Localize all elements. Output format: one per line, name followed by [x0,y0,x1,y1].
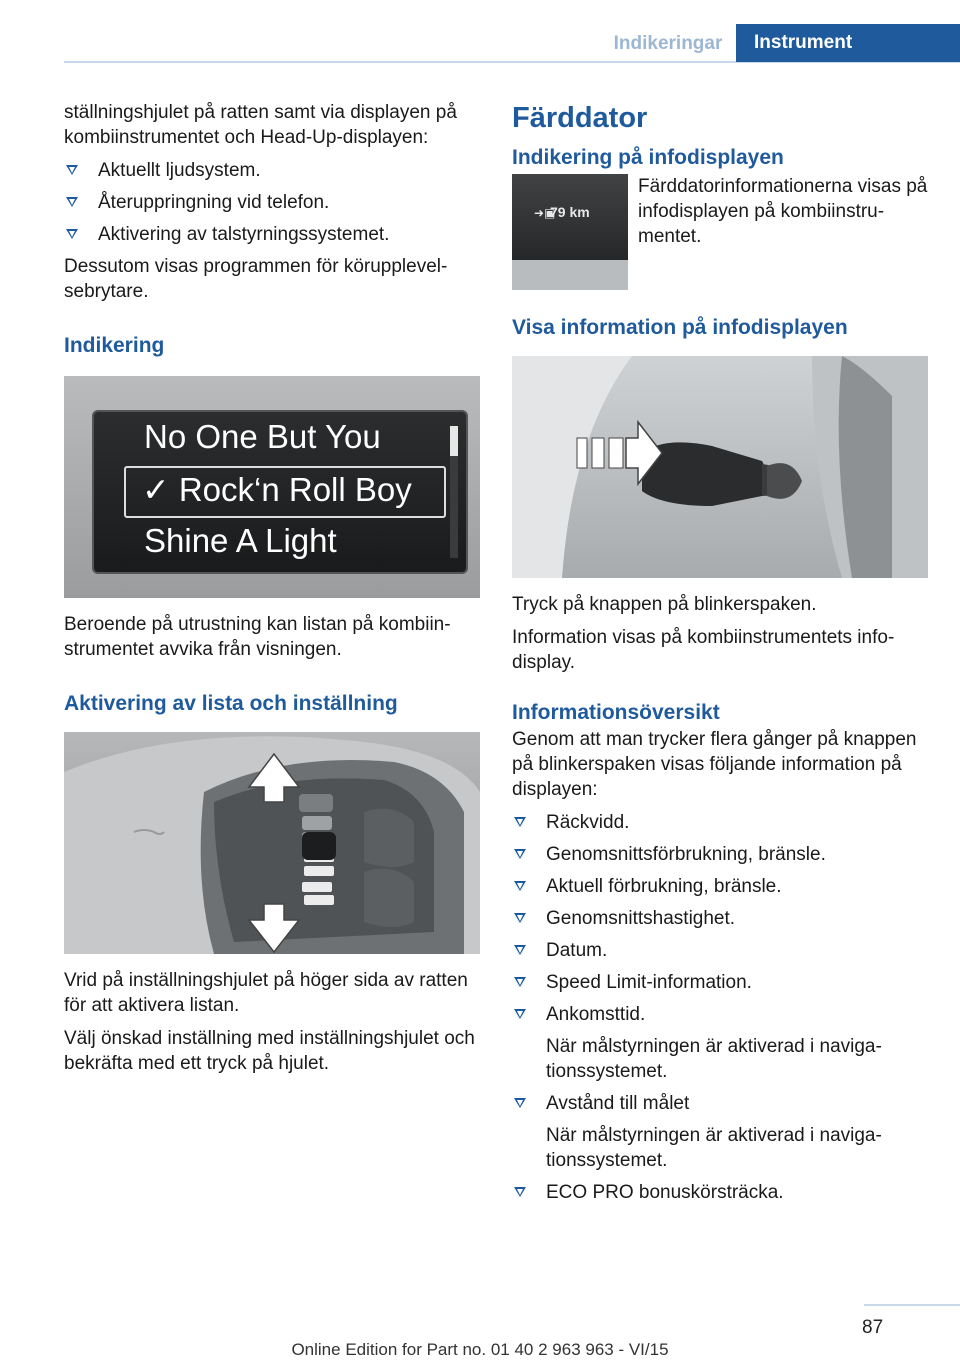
bullet-triangle-icon [514,881,526,891]
heading-farddator: Färddator [512,102,648,134]
heading-aktivering: Aktivering av lista och inställning [64,692,398,715]
turn-signal-stalk-image [512,356,928,578]
song-list-image [64,376,480,598]
range-value: 79 km [550,204,590,220]
infodisplay-image [512,174,628,290]
bullet-triangle-icon [514,945,526,955]
footer-rule [864,1304,960,1306]
steering-wheel-image [64,732,480,954]
list-note-paragraph: Beroende på utrustning kan listan på kombiinstrumentet avvika från visningen. [64,614,451,660]
list-item: Aktivering av talstyrningssystemet. [64,222,482,247]
fuel-range-icon: ➜▣ [534,206,556,220]
list-item: Speed Limit-information. [512,970,932,995]
right-bullet-list [512,810,932,1205]
bullet-triangle-icon [514,1098,526,1108]
check-icon: ✓ [142,471,170,508]
bullet-triangle-icon [514,977,526,987]
right-column [512,100,932,1212]
intro-paragraph: ställningshjulet på ratten samt via displayen på kombiinstrumentet och Head-Up-displayen: [64,102,457,148]
rotate-paragraph: Vrid på inställningshjulet på höger sida av ratten för att aktivera listan. [64,970,468,1016]
list-item: Genomsnittshastighet. [512,906,932,931]
list-item: Genomsnittsförbrukning, bränsle. [512,842,932,867]
stalk-illustration [512,356,928,578]
bullet-triangle-icon [514,817,526,827]
bullet-triangle-icon [514,913,526,923]
list-item-note: När målstyrningen är aktiverad i navigationssystemet. [546,1125,882,1171]
after-bullets-paragraph: Dessutom visas programmen för körupplevelsebrytare. [64,256,448,302]
list-item: Avstånd till målet När målstyrningen är aktiverad i navigationssystemet. [512,1091,932,1173]
heading-indikering: Indikering [64,334,165,357]
bullet-triangle-icon [66,165,78,175]
display-bezel [512,260,628,290]
bullet-triangle-icon [514,1009,526,1019]
list-item: Aktuell förbrukning, bränsle. [512,874,932,899]
edition-line: Online Edition for Part no. 01 40 2 963 963 - VI/15 [291,1340,669,1359]
bullet-triangle-icon [66,229,78,239]
header-section-label: Indikeringar [613,33,723,54]
heading-informationsoversikt: Informationsöversikt [512,701,720,724]
list-item: Ankomsttid. När målstyrningen är aktiverad i navigationssystemet. [512,1002,932,1084]
bullet-triangle-icon [66,197,78,207]
steering-wheel-illustration [64,732,480,954]
list-item: Aktuellt ljudsystem. [64,158,482,183]
bullet-triangle-icon [514,849,526,859]
heading-indikering-infodisplay: Indikering på infodisplayen [512,146,784,169]
left-bullet-list [64,158,482,247]
page-number: 87 [862,1317,884,1338]
press-button-paragraph: Tryck på knappen på blinkerspaken. [512,594,817,615]
left-column [64,100,482,1084]
header-chapter-tab: Instrument [736,24,960,62]
list-item-note: När målstyrningen är aktiverad i navigationssystemet. [546,1036,882,1082]
info-display-paragraph: Färddatorinformationerna visas på infodisplayen på kombiinstrumentet. [638,176,928,247]
list-item: Datum. [512,938,932,963]
heading-visa-information: Visa information på infodisplayen [512,316,848,339]
display-screen [92,410,468,574]
scrollbar-thumb [450,426,458,456]
song-item-3: Shine A Light [144,522,337,559]
bullet-triangle-icon [514,1187,526,1197]
list-item: Återuppringning vid telefon. [64,190,482,215]
information-shown-paragraph: Information visas på kombiinstrumentets infodisplay. [512,627,895,673]
list-item: Räckvidd. [512,810,932,835]
select-paragraph: Välj önskad inställning med inställningshjulet och bekräfta med ett tryck på hjulet. [64,1028,475,1074]
song-item-1: No One But You [144,418,381,455]
song-item-2: ✓ Rock‘n Roll Boy [142,471,412,508]
list-item: ECO PRO bonuskörsträcka. [512,1180,932,1205]
overview-paragraph: Genom att man trycker flera gånger på knappen på blinkerspaken visas följande information på displayen: [512,729,917,800]
info-display-block [512,174,932,290]
